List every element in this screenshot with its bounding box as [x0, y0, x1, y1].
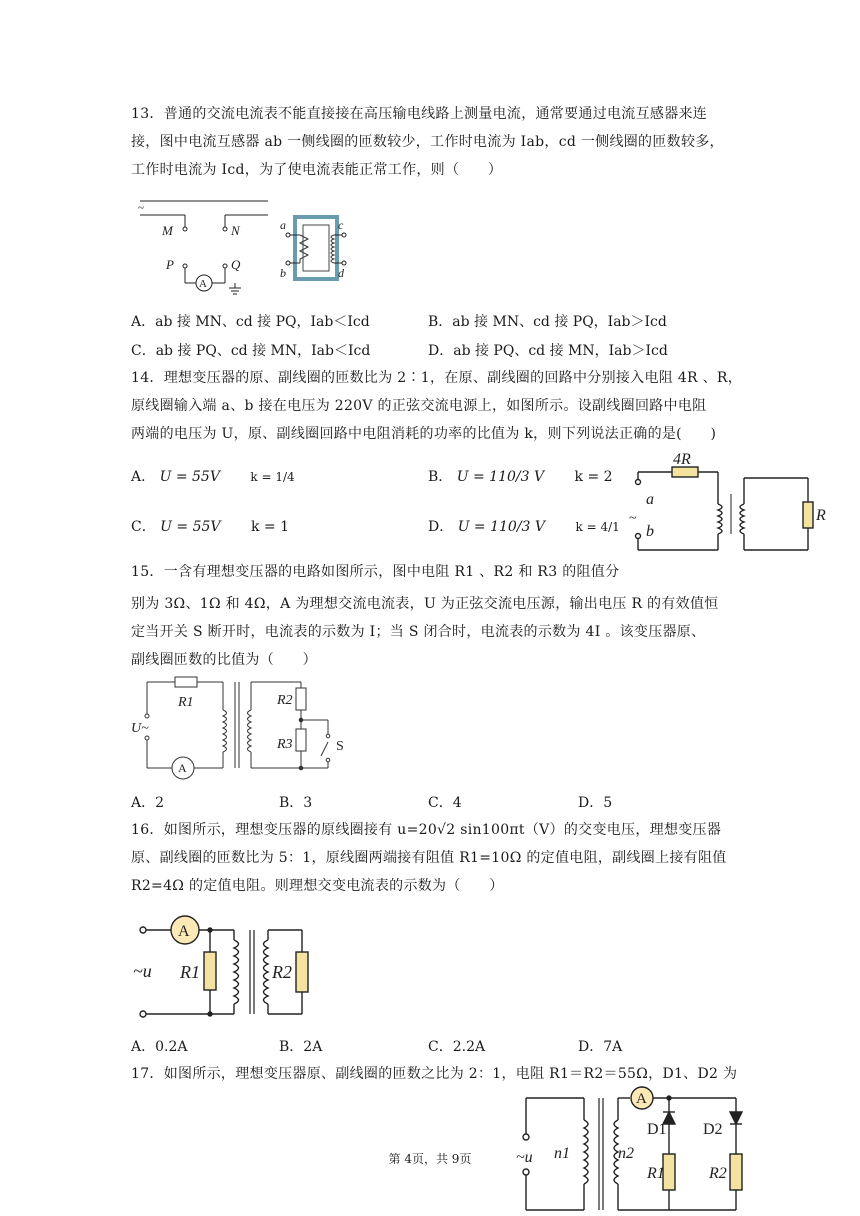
q15-line-2: 别为 3Ω、1Ω 和 4Ω，A 为理想交流电流表，U 为正弦交流电压源，输出电压 R 的有效值恒: [131, 596, 719, 612]
q17-n1-label: n1: [554, 1145, 570, 1162]
q14-line-1: 14．理想变压器的原、副线圈的匝数比为 2∶1，在原、副线圈的回路中分别接入电阻 4R 、R，: [131, 370, 743, 386]
q13-c-label: c: [338, 218, 344, 232]
q13-stem: [131, 100, 751, 184]
q13-P-label: P: [166, 257, 174, 272]
q15-option-c[interactable]: C．4: [428, 795, 462, 811]
q14-b-label: b: [646, 523, 654, 540]
q13-ammeter-label: A: [199, 278, 207, 290]
q14-tilde-label: ~: [629, 511, 637, 526]
q16-option-c[interactable]: C．2.2A: [428, 1039, 486, 1055]
q13-M-label: M: [162, 223, 173, 238]
q16-ammeter-label: A: [178, 923, 190, 940]
q14-line-2: 原线圈输入端 a、b 接在电压为 220V 的正弦交流电源上，如图所示。设副线圈回路中电阻: [131, 398, 707, 414]
page-footer: 第 4页，共 9页: [388, 1152, 472, 1166]
q15-stem: [131, 558, 751, 674]
q15-U-label: U~: [131, 721, 149, 736]
q14-4R-label: 4R: [673, 451, 691, 468]
q16-stem: [131, 816, 751, 900]
q17-n2-label: n2: [618, 1145, 634, 1162]
q15-option-a[interactable]: A．2: [131, 795, 165, 811]
q17-stem: [131, 1060, 751, 1088]
q16-option-b[interactable]: B．2A: [279, 1039, 323, 1055]
q14-stem: [131, 364, 751, 448]
q14-circuit-diagram: [628, 451, 838, 554]
q17-D2-label: D2: [703, 1121, 723, 1138]
q13-line-2: 接，图中电流互感器 ab 一侧线圈的匝数较少，工作时电流为 Iab，cd 一侧线圈的匝数较多，: [131, 134, 724, 150]
q15-ammeter-label: A: [178, 761, 187, 775]
q15-switch-label: S: [336, 739, 344, 754]
q13-b-label: b: [280, 266, 286, 280]
q17-ammeter-label: A: [636, 1091, 647, 1107]
q13-tilde-label: ~: [138, 202, 144, 214]
q13-Q-label: Q: [231, 257, 241, 272]
q15-circuit-diagram: [131, 672, 361, 787]
q13-option-d[interactable]: D．ab 接 PQ、cd 接 MN，Iab＞Icd: [428, 343, 668, 359]
q13-a-label: a: [280, 218, 286, 232]
q15-option-d[interactable]: D．5: [578, 795, 613, 811]
q14-R-label: R: [816, 507, 826, 524]
q17-u-label: ~u: [516, 1149, 533, 1166]
q14-option-a[interactable]: A． U = 55V k = 1/4: [131, 469, 295, 485]
q14-option-c[interactable]: C． U = 55V k = 1: [131, 519, 290, 535]
q13-line-3: 工作时电流为 Icd，为了使电流表能正常工作，则（ ）: [131, 162, 503, 178]
q16-circuit-diagram: [131, 912, 331, 1022]
q13-option-b[interactable]: B．ab 接 MN、cd 接 PQ，Iab＞Icd: [428, 314, 667, 330]
q13-N-label: N: [231, 223, 240, 238]
q15-line-1: 15．一含有理想变压器的电路如图所示，图中电阻 R1 、R2 和 R3 的阻值分: [131, 564, 620, 580]
q14-a-label: a: [646, 491, 654, 508]
q16-line-2: 原、副线圈的匝数比为 5：1，原线圈两端接有阻值 R1=10Ω 的定值电阻，副线圈上接有阻值: [131, 850, 727, 866]
q16-option-a[interactable]: A．0.2A: [131, 1039, 188, 1055]
q16-line-3: R2=4Ω 的定值电阻。则理想交变电流表的示数为（ ）: [131, 878, 504, 894]
q15-R2-label: R2: [277, 693, 293, 708]
q16-R1-label: R1: [180, 962, 200, 982]
q16-option-d[interactable]: D．7A: [578, 1039, 623, 1055]
q17-R2-label: R2: [709, 1165, 727, 1182]
q14-option-d[interactable]: D． U = 110/3 V k = 4/1: [428, 519, 620, 535]
q15-R3-label: R3: [277, 737, 293, 752]
q17-line-1: 17．如图所示，理想变压器原、副线圈的匝数之比为 2：1，电阻 R1＝R2＝55Ω，D1、D2 为: [131, 1066, 738, 1082]
q16-u-label: ~u: [133, 961, 152, 981]
q13-option-a[interactable]: A．ab 接 MN、cd 接 PQ，Iab＜Icd: [131, 314, 370, 330]
q15-R1-label: R1: [178, 695, 194, 710]
q13-option-c[interactable]: C．ab 接 PQ、cd 接 MN，Iab＜Icd: [131, 343, 371, 359]
q14-option-b[interactable]: B． U = 110/3 V k = 2: [428, 469, 613, 485]
q15-option-b[interactable]: B．3: [279, 795, 313, 811]
q15-line-4: 副线圈匝数的比值为（ ）: [131, 652, 317, 668]
q13-circuit-diagram: [130, 195, 370, 295]
q16-line-1: 16．如图所示，理想变压器的原线圈接有 u=20√2 sin100πt（V）的交变电压，理想变压器: [131, 822, 722, 838]
q17-R1-label: R1: [647, 1165, 665, 1182]
q13-d-label: d: [338, 266, 344, 280]
q13-line-1: 13．普通的交流电流表不能直接接在高压输电线路上测量电流，通常要通过电流互感器来连: [131, 106, 708, 122]
q17-D1-label: D1: [647, 1121, 667, 1138]
q16-R2-label: R2: [272, 962, 292, 982]
q14-line-3: 两端的电压为 U，原、副线圈回路中电阻消耗的功率的比值为 k，则下列说法正确的是( ): [131, 426, 717, 442]
q15-line-3: 定当开关 S 断开时，电流表的示数为 I；当 S 闭合时，电流表的示数为 4I 。该变压器原、: [131, 624, 706, 640]
